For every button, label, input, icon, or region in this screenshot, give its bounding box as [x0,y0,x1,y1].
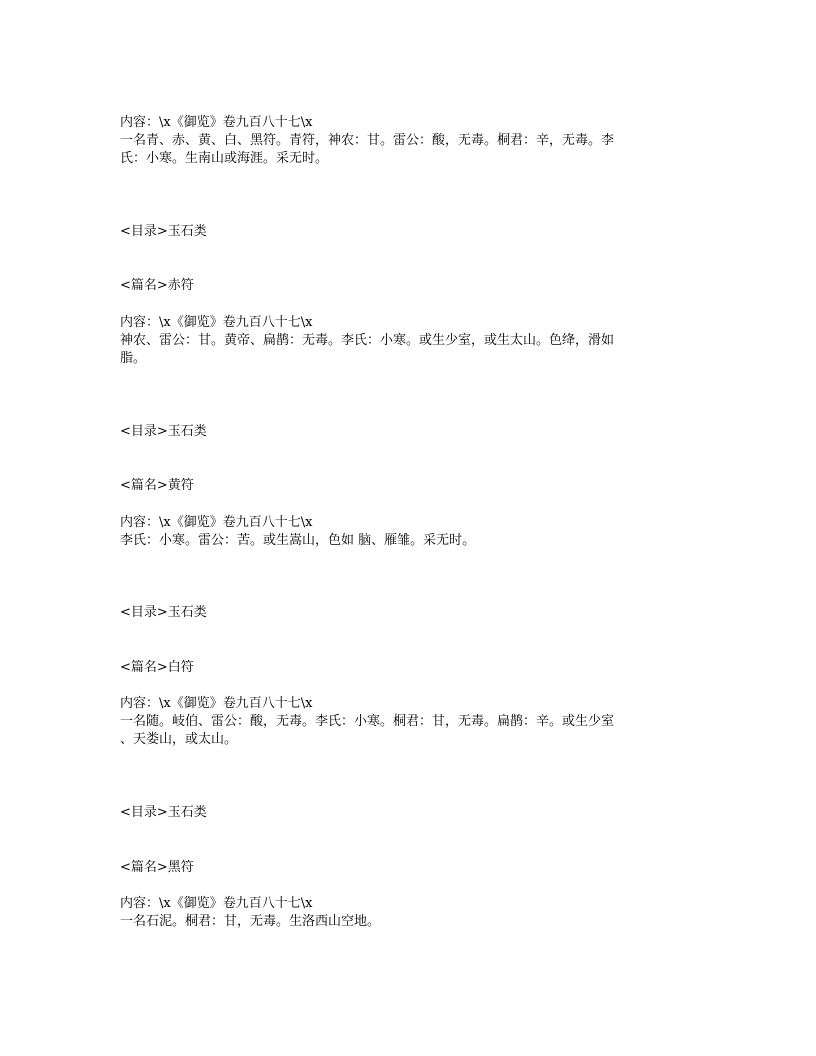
entry-title: <篇名>白符 [120,660,194,675]
catalog-heading: <目录>玉石类 [120,605,207,620]
entry-title: <篇名>黑符 [120,860,194,875]
body-text-line: 一名青、赤、黄、白、黑符。青符，神农：甘。雷公：酸，无毒。桐君：辛，无毒。李 [120,133,615,148]
source-line: 内容：\x《御览》卷九百八十七\x [120,515,313,530]
catalog-heading: <目录>玉石类 [120,805,207,820]
source-line: 内容：\x《御览》卷九百八十七\x [120,896,313,911]
catalog-heading: <目录>玉石类 [120,424,207,439]
catalog-heading: <目录>玉石类 [120,224,207,239]
document-page [120,0,660,1056]
source-line: 内容：\x《御览》卷九百八十七\x [120,696,313,711]
source-line: 内容：\x《御览》卷九百八十七\x [120,115,313,130]
body-text-line: 氏：小寒。生南山或海涯。采无时。 [120,151,329,166]
body-text-line: 、天娄山，或太山。 [120,732,238,747]
body-text-line: 一名随。岐伯、雷公：酸，无毒。李氏：小寒。桐君：甘，无毒。扁鹊：辛。或生少室 [120,714,615,729]
entry-title: <篇名>黄符 [120,478,194,493]
source-line: 内容：\x《御览》卷九百八十七\x [120,315,313,330]
entry-title: <篇名>赤符 [120,278,194,293]
body-text-line: 李氏：小寒。雷公：苦。或生嵩山，色如 脑、雁雏。采无时。 [120,533,476,548]
body-text-line: 一名石泥。桐君：甘，无毒。生洛西山空地。 [120,914,381,929]
body-text-line: 神农、雷公：甘。黄帝、扁鹊：无毒。李氏：小寒。或生少室，或生太山。色绛，滑如 [120,333,615,348]
body-text-line: 脂。 [120,351,147,366]
